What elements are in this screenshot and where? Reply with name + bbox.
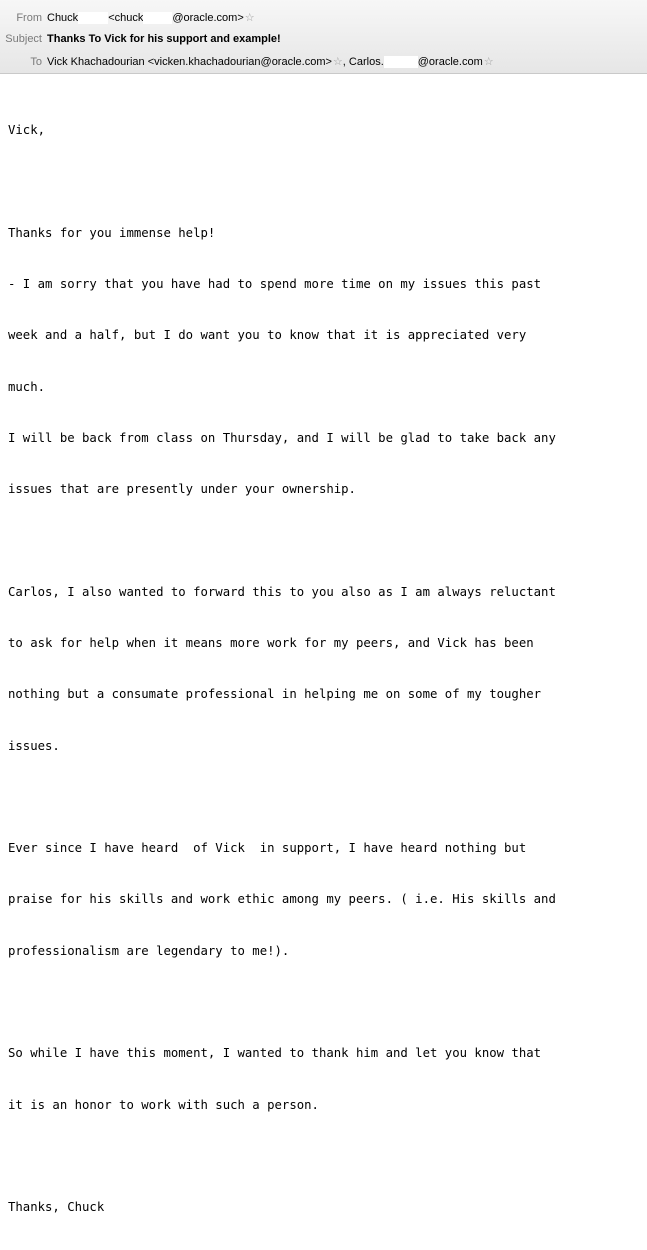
from-email-suffix[interactable]: @oracle.com> — [172, 12, 244, 24]
to-recipient-vick[interactable]: Vick Khachadourian <vicken.khachadourian@oracle.com> — [47, 56, 332, 68]
body-line: Thanks, Chuck — [8, 1200, 105, 1215]
body-line: professionalism are legendary to me!). — [8, 943, 290, 958]
message-header — [0, 0, 647, 74]
body-line: issues that are presently under your ownership. — [8, 482, 356, 497]
from-email-prefix[interactable]: <chuck — [108, 12, 144, 24]
redaction-box — [143, 12, 172, 24]
subject-row — [0, 31, 647, 47]
body-line: - I am sorry that you have had to spend more time on my issues this past — [8, 277, 542, 292]
body-line: praise for his skills and work ethic among my peers. ( i.e. His skills and — [8, 892, 556, 907]
message-body — [8, 88, 638, 1250]
body-line: Vick, — [8, 123, 46, 138]
body-line: Carlos, I also wanted to forward this to you also as I am always reluctant — [8, 584, 556, 599]
from-value[interactable] — [47, 10, 255, 26]
body-line: issues. — [8, 738, 60, 753]
to-separator[interactable]: , Carlos. — [342, 56, 384, 68]
to-row — [0, 54, 647, 70]
star-outline-icon[interactable]: ☆ — [483, 56, 494, 68]
to-label: To — [30, 56, 42, 68]
body-line — [8, 173, 638, 190]
body-line: Thanks for you immense help! — [8, 225, 216, 240]
subject-text: Thanks To Vick for his support and example! — [47, 33, 281, 45]
body-line: nothing but a consumate professional in helping me on some of my tougher — [8, 687, 542, 702]
body-line: So while I have this moment, I wanted to thank him and let you know that — [8, 1046, 542, 1061]
body-line: it is an honor to work with such a person. — [8, 1097, 319, 1112]
star-outline-icon[interactable]: ☆ — [244, 12, 255, 24]
from-row — [0, 10, 647, 26]
redaction-box — [384, 56, 418, 68]
body-line — [8, 1148, 638, 1165]
body-line: much. — [8, 379, 46, 394]
body-line: Ever since I have heard of Vick in support, I have heard nothing but — [8, 841, 527, 856]
from-name[interactable]: Chuck — [47, 12, 79, 24]
body-line: I will be back from class on Thursday, and I will be glad to take back any — [8, 430, 556, 445]
redaction-box — [78, 12, 108, 24]
star-outline-icon[interactable]: ☆ — [332, 56, 343, 68]
to-value — [47, 54, 494, 70]
to-recipient-carlos-suffix[interactable]: @oracle.com — [417, 56, 483, 68]
from-label: From — [16, 12, 42, 24]
body-line: to ask for help when it means more work for my peers, and Vick has been — [8, 636, 534, 650]
body-line: week and a half, but I do want you to know that it is appreciated very — [8, 328, 527, 343]
body-line — [8, 789, 638, 806]
body-line — [8, 532, 638, 549]
body-line — [8, 994, 638, 1011]
subject-label: Subject — [5, 33, 42, 45]
